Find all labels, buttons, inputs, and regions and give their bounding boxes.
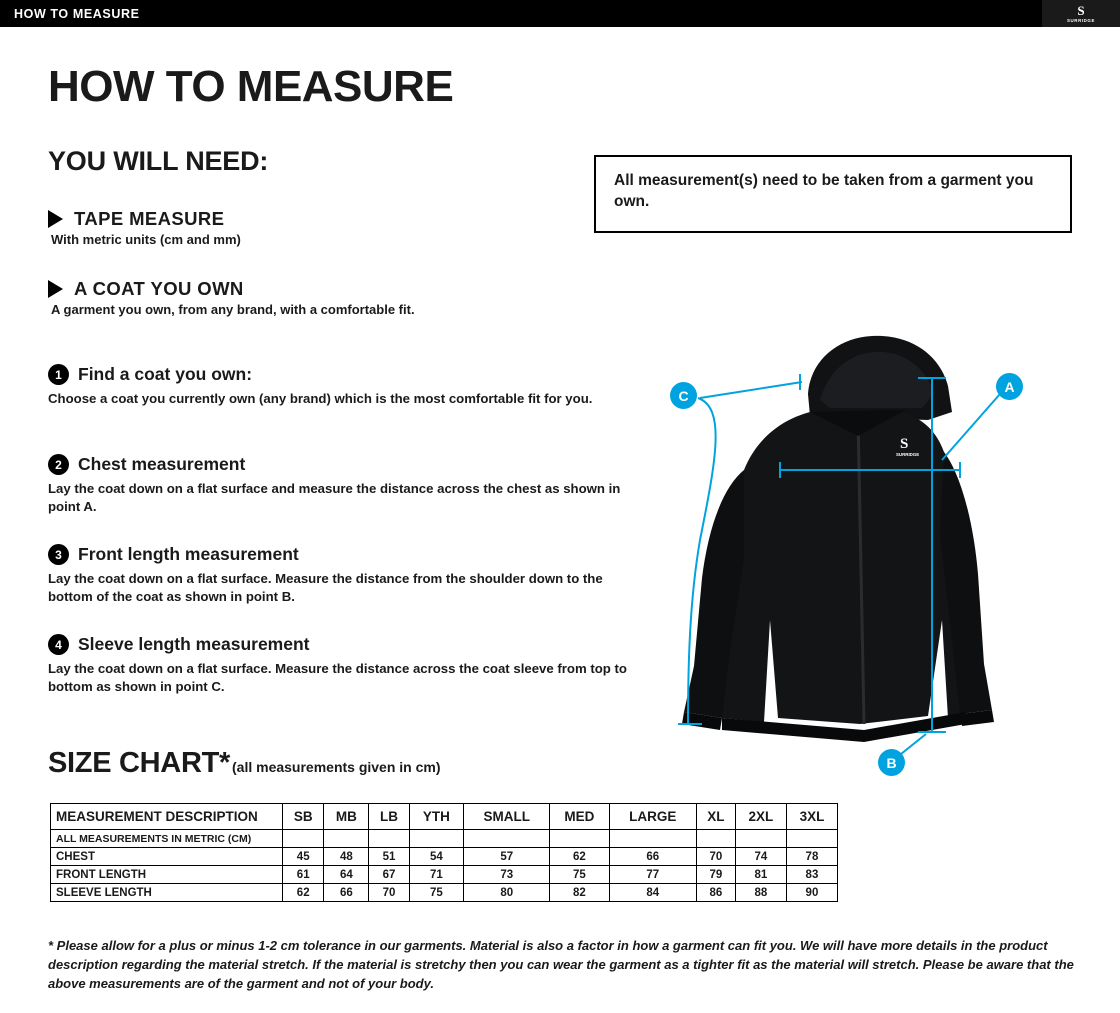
column-header-large: LARGE xyxy=(609,804,696,830)
blank-cell xyxy=(409,830,464,848)
blank-cell xyxy=(550,830,609,848)
cell: 84 xyxy=(609,884,696,902)
column-header-small: SMALL xyxy=(464,804,550,830)
cell: 66 xyxy=(609,848,696,866)
cell: 70 xyxy=(369,884,409,902)
step-4 xyxy=(48,634,648,696)
brand-mark: S xyxy=(1077,3,1085,18)
cell: 57 xyxy=(464,848,550,866)
svg-text:SURRIDGE: SURRIDGE xyxy=(896,452,920,457)
blank-cell xyxy=(786,830,837,848)
metric-note-label: ALL MEASUREMENTS IN METRIC (CM) xyxy=(51,830,283,848)
table-row-metric-note xyxy=(51,830,838,848)
cell: 73 xyxy=(464,866,550,884)
callout-letter-c: C xyxy=(670,382,697,409)
cell: 82 xyxy=(550,884,609,902)
row-label-chest: CHEST xyxy=(51,848,283,866)
table-row xyxy=(51,866,838,884)
column-header-lb: LB xyxy=(369,804,409,830)
need-item-subtitle: With metric units (cm and mm) xyxy=(51,232,241,247)
column-header-3xl: 3XL xyxy=(786,804,837,830)
step-number-badge: 4 xyxy=(48,634,69,655)
svg-text:S: S xyxy=(900,436,909,452)
step-title: Sleeve length measurement xyxy=(78,634,310,654)
need-item-title: A COAT YOU OWN xyxy=(74,278,244,299)
step-body: Choose a coat you currently own (any brand) which is the most comfortable fit for you. xyxy=(48,391,593,406)
blank-cell xyxy=(464,830,550,848)
triangle-bullet-icon xyxy=(48,280,63,298)
step-title: Find a coat you own: xyxy=(78,364,253,384)
cell: 75 xyxy=(550,866,609,884)
cell: 48 xyxy=(324,848,369,866)
cell: 51 xyxy=(369,848,409,866)
cell: 45 xyxy=(283,848,324,866)
column-header-xl: XL xyxy=(696,804,735,830)
step-body: Lay the coat down on a flat surface. Measure the distance across the coat sleeve from top to bottom as shown in point C. xyxy=(48,661,627,695)
cell: 71 xyxy=(409,866,464,884)
product-illustration xyxy=(660,320,1080,780)
callout-text: All measurement(s) need to be taken from a garment you own. xyxy=(614,172,1034,210)
cell: 54 xyxy=(409,848,464,866)
cell: 78 xyxy=(786,848,837,866)
blank-cell xyxy=(324,830,369,848)
need-item-tape-measure xyxy=(48,208,241,247)
step-body: Lay the coat down on a flat surface. Measure the distance from the shoulder down to the bottom of the coat as shown in point B. xyxy=(48,571,603,605)
column-header-2xl: 2XL xyxy=(735,804,786,830)
step-title: Chest measurement xyxy=(78,454,246,474)
table-row xyxy=(51,848,838,866)
page-title: HOW TO MEASURE xyxy=(48,62,454,111)
need-item-title: TAPE MEASURE xyxy=(74,208,225,229)
blank-cell xyxy=(609,830,696,848)
step-number-badge: 1 xyxy=(48,364,69,385)
jacket-image xyxy=(682,336,994,742)
top-bar-title: HOW TO MEASURE xyxy=(14,6,140,21)
cell: 86 xyxy=(696,884,735,902)
cell: 61 xyxy=(283,866,324,884)
step-number-badge: 2 xyxy=(48,454,69,475)
step-3 xyxy=(48,544,648,606)
cell: 83 xyxy=(786,866,837,884)
blank-cell xyxy=(369,830,409,848)
column-header-yth: YTH xyxy=(409,804,464,830)
cell: 66 xyxy=(324,884,369,902)
top-bar xyxy=(0,0,1120,27)
blank-cell xyxy=(735,830,786,848)
callout-letter-a: A xyxy=(996,373,1023,400)
blank-cell xyxy=(696,830,735,848)
size-chart-heading xyxy=(48,747,441,780)
column-header-med: MED xyxy=(550,804,609,830)
callout-box xyxy=(594,155,1072,233)
step-2 xyxy=(48,454,648,516)
cell: 62 xyxy=(283,884,324,902)
you-will-need-heading: YOU WILL NEED: xyxy=(48,146,269,176)
cell: 79 xyxy=(696,866,735,884)
cell: 90 xyxy=(786,884,837,902)
column-header-mb: MB xyxy=(324,804,369,830)
triangle-bullet-icon xyxy=(48,210,63,228)
size-chart-title: SIZE CHART* xyxy=(48,747,230,779)
row-label-front-length: FRONT LENGTH xyxy=(51,866,283,884)
cell: 88 xyxy=(735,884,786,902)
blank-cell xyxy=(283,830,324,848)
cell: 74 xyxy=(735,848,786,866)
cell: 75 xyxy=(409,884,464,902)
table-row xyxy=(51,884,838,902)
brand-wordmark: SURRIDGE xyxy=(1067,18,1095,23)
size-chart-note: (all measurements given in cm) xyxy=(232,759,441,775)
step-title: Front length measurement xyxy=(78,544,299,564)
footer-disclaimer: * Please allow for a plus or minus 1-2 cm tolerance in our garments. Material is also a factor in how a garment can fit you. We will have more details in the product description regarding the material stretch. If the material is stretchy then you can wear the garment as a tighter fit as the material will stretch. Please be aware that the above measurements are of the garment and not of your body. xyxy=(48,938,1074,991)
brand-logo xyxy=(1042,0,1120,27)
step-1 xyxy=(48,364,648,408)
need-item-subtitle: A garment you own, from any brand, with a comfortable fit. xyxy=(51,302,415,317)
callout-letter-b: B xyxy=(878,749,905,776)
cell: 64 xyxy=(324,866,369,884)
cell: 80 xyxy=(464,884,550,902)
size-chart-table xyxy=(50,803,838,902)
cell: 81 xyxy=(735,866,786,884)
step-number-badge: 3 xyxy=(48,544,69,565)
cell: 77 xyxy=(609,866,696,884)
need-item-coat xyxy=(48,278,415,317)
cell: 67 xyxy=(369,866,409,884)
column-header-sb: SB xyxy=(283,804,324,830)
cell: 62 xyxy=(550,848,609,866)
step-body: Lay the coat down on a flat surface and measure the distance across the chest as shown in point A. xyxy=(48,481,621,515)
column-header-description: MEASUREMENT DESCRIPTION xyxy=(51,804,283,830)
table-header-row xyxy=(51,804,838,830)
cell: 70 xyxy=(696,848,735,866)
row-label-sleeve-length: SLEEVE LENGTH xyxy=(51,884,283,902)
